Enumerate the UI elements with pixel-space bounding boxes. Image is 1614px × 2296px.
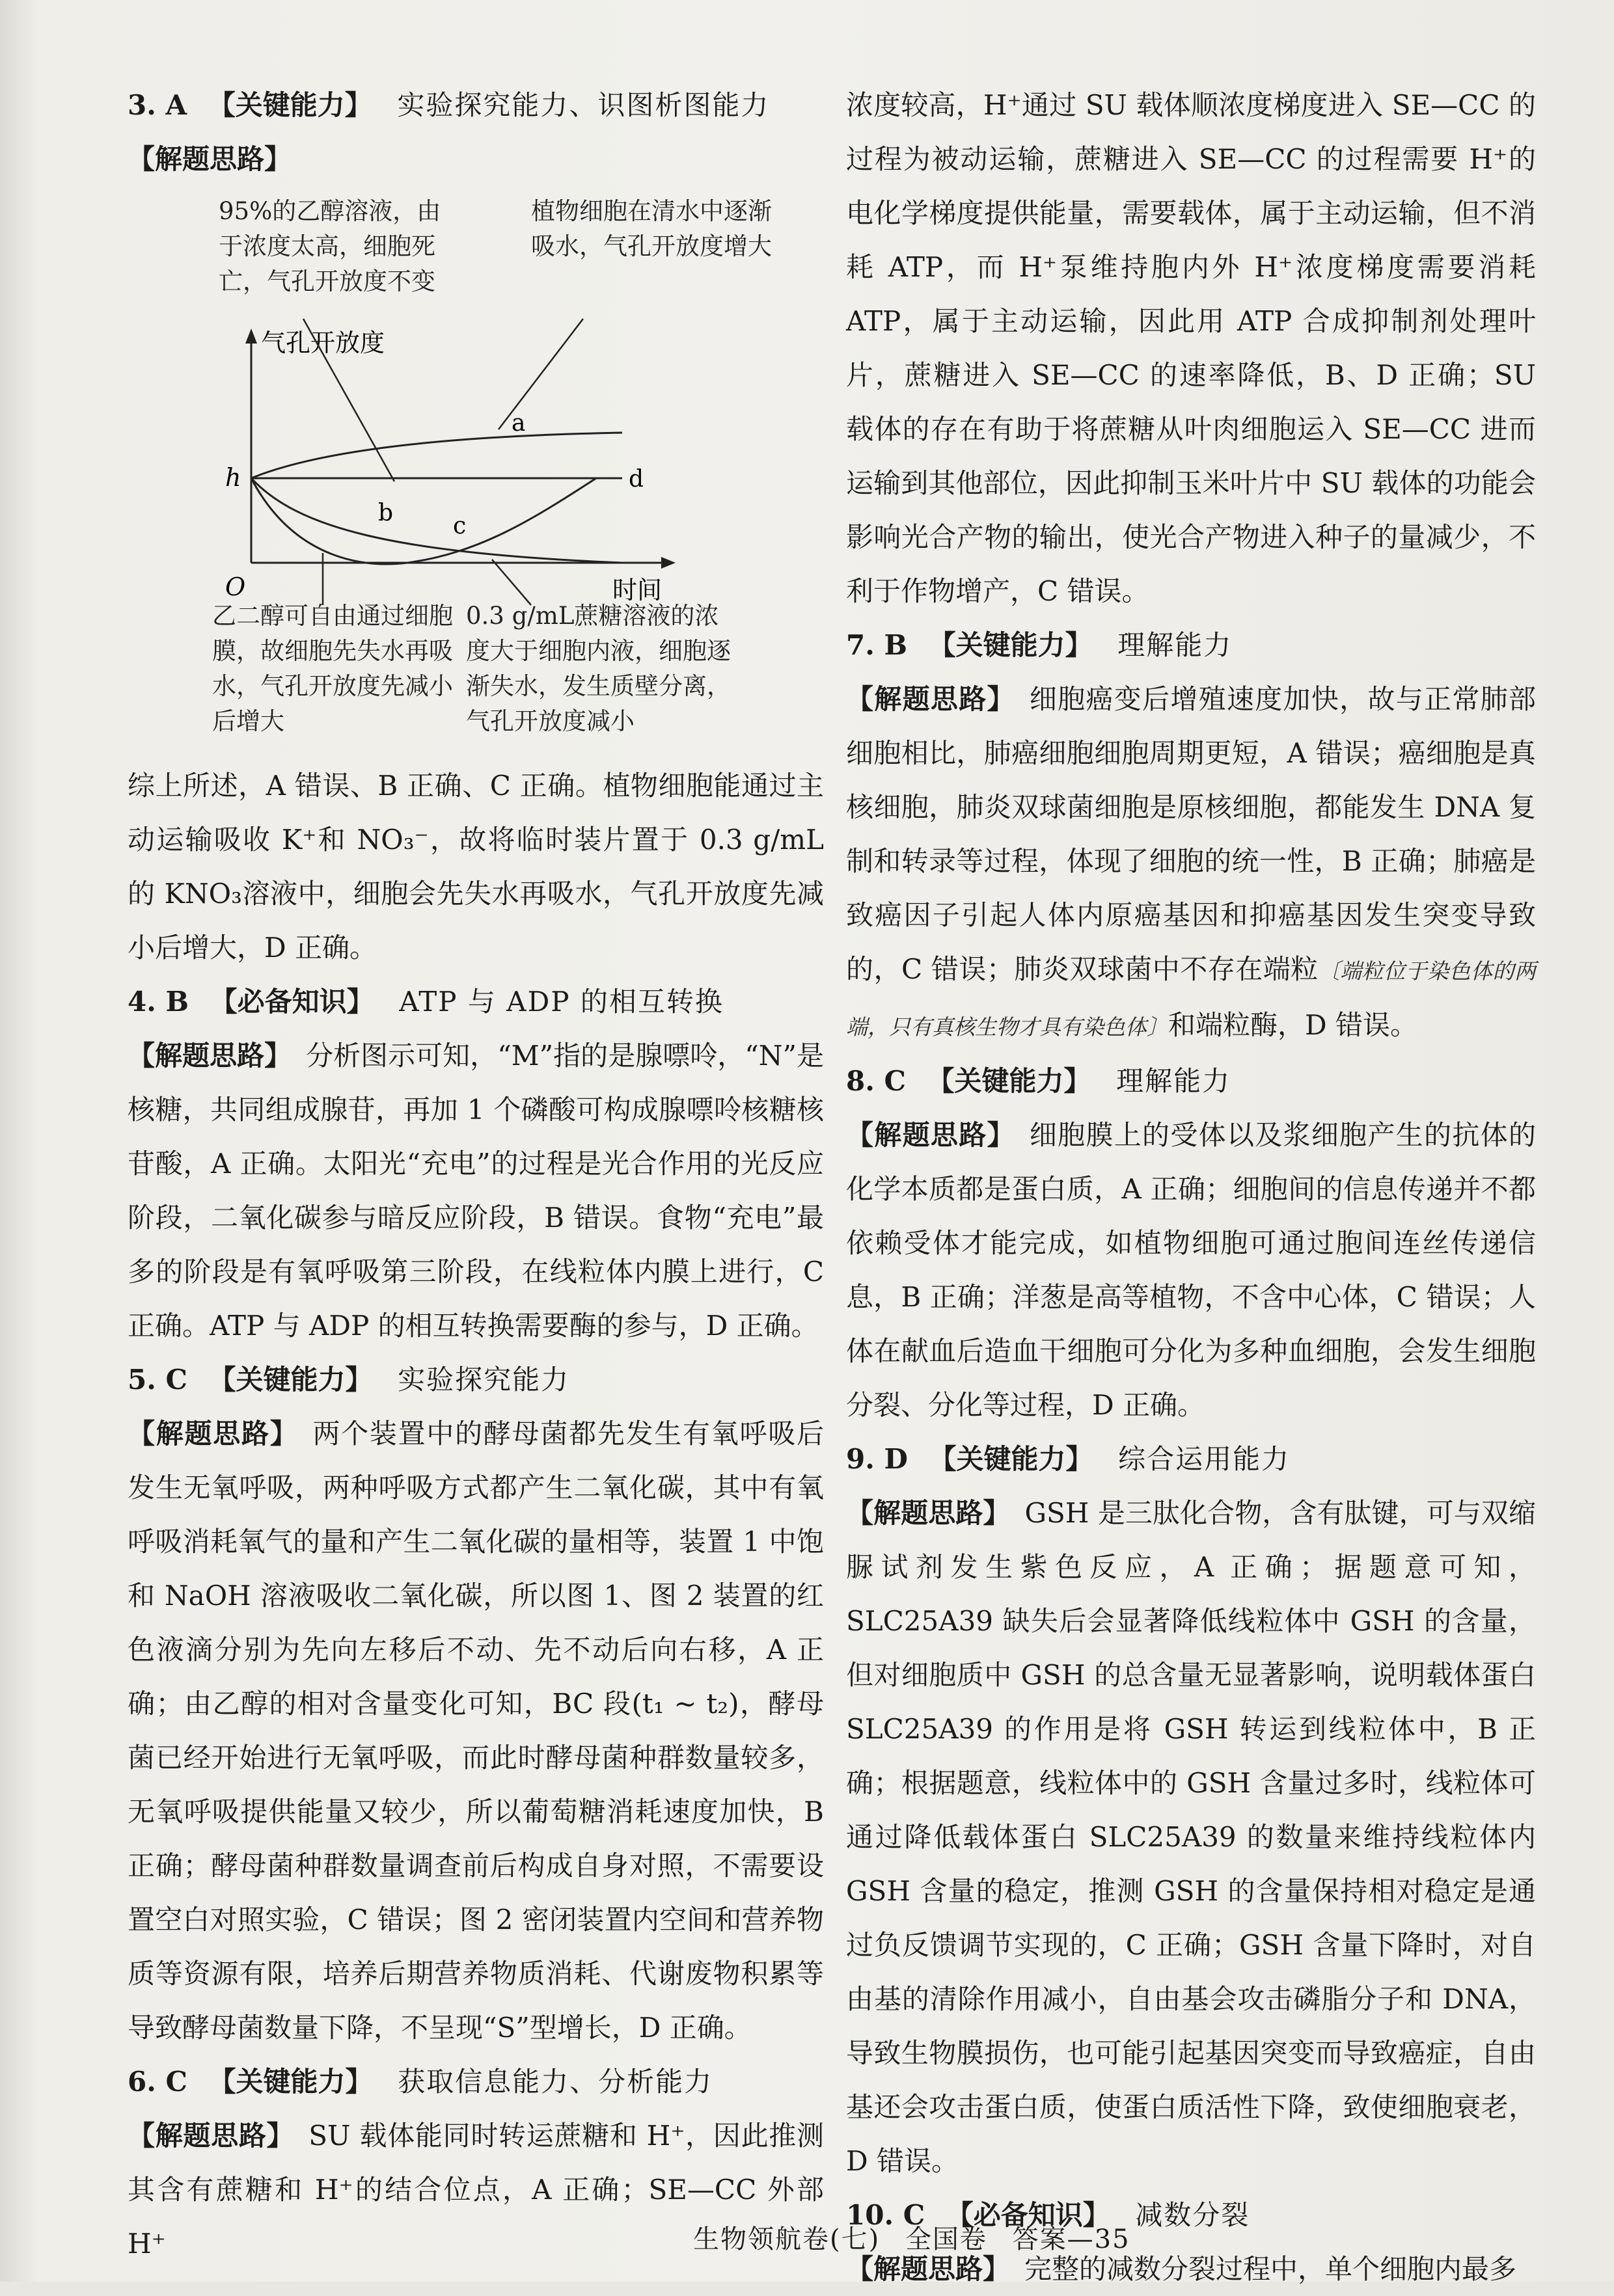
- q5-number: 5. C: [128, 1364, 187, 1396]
- q3-ability: 实验探究能力、识图析图能力: [397, 89, 770, 121]
- q5-paragraph: [128, 1407, 824, 2055]
- q3-label-line: [128, 132, 824, 186]
- footer-scope: 全国卷: [905, 2224, 987, 2254]
- curve-c-label: c: [453, 513, 467, 539]
- curve-a: [251, 433, 622, 478]
- q5-header: [128, 1353, 824, 1407]
- y-axis-arrow: [245, 329, 257, 344]
- q9-tag: 【关键能力】: [929, 1443, 1093, 1475]
- q6-tag: 【关键能力】: [208, 2066, 373, 2098]
- q5-ability: 实验探究能力: [398, 1364, 570, 1396]
- h-label: h: [225, 463, 241, 492]
- q10-tag: 【必备知识】: [946, 2199, 1110, 2231]
- q9-ability: 综合运用能力: [1118, 1443, 1291, 1475]
- q7-tag: 【关键能力】: [928, 629, 1093, 661]
- footer-page: 答案—35: [1012, 2224, 1130, 2254]
- y-axis-label: 气孔开放度: [261, 329, 385, 357]
- q3-label: 【解题思路】: [128, 143, 292, 175]
- q3-number: 3. A: [128, 89, 187, 121]
- q4-paragraph: [128, 1029, 824, 1353]
- q9-header: [846, 1432, 1536, 1486]
- q6-header: [128, 2055, 824, 2109]
- figure-note-glycol: 乙二醇可自由通过细胞膜，故细胞先失水再吸水，气孔开放度先减小后增大: [212, 602, 453, 735]
- q7-body: 细胞癌变后增殖速度加快，故与正常肺部细胞相比，肺癌细胞细胞周期更短，A 错误；癌细胞是真核细胞，肺炎双球菌细胞是原核细胞，都能发生 DNA 复制和转录等过程，体现了细胞的统一性，B 正确；肺癌是致癌因子引起人体内原癌基因和抑癌基因发生突变导致的，C 错误；肺炎双球菌中不存在端粒: [846, 683, 1536, 985]
- q6-number: 6. C: [128, 2066, 187, 2098]
- left-column: [128, 78, 824, 2271]
- q4-label: 【解题思路】: [128, 1040, 292, 1072]
- curve-d-label: d: [629, 466, 644, 493]
- q4-header: [128, 975, 824, 1029]
- q8-header: [846, 1054, 1536, 1108]
- q4-ability: ATP 与 ADP 的相互转换: [399, 986, 724, 1018]
- q8-body: 细胞膜上的受体以及浆细胞产生的抗体的化学本质都是蛋白质，A 正确；细胞间的信息传递并不都依赖受体才能完成，如植物细胞可通过胞间连丝传递信息，B 正确；洋葱是高等植物，不含中心体，C 错误；人体在献血后造血干细胞可分化为多种血细胞，会发生细胞分裂、分化等过程，D 正确。: [846, 1119, 1536, 1421]
- q8-ability: 理解能力: [1116, 1065, 1231, 1097]
- q10-label: 【解题思路】: [846, 2253, 1011, 2285]
- curve-c: [251, 478, 596, 564]
- q4-body: 分析图示可知，“M”指的是腺嘌呤，“N”是核糖，共同组成腺苷，再加 1 个磷酸可构成腺嘌呤核糖核苷酸，A 正确。太阳光“充电”的过程是光合作用的光反应阶段，二氧化碳参与暗反应阶段，B 错误。食物“充电”最多的阶段是有氧呼吸第三阶段，在线粒体内膜上进行，C 正确。ATP 与 ADP 的相互转换需要酶的参与，D 正确。: [128, 1040, 824, 1342]
- figure-note-sucrose: 0.3 g/mL蔗糖溶液的浓度大于细胞内液，细胞逐渐失水，发生质壁分离，气孔开放度减小: [466, 602, 731, 735]
- q7-number: 7. B: [846, 629, 907, 661]
- right-column: [846, 78, 1536, 2296]
- page-footer: [693, 2219, 1146, 2256]
- q6-body-right: 浓度较高，H⁺通过 SU 载体顺浓度梯度进入 SE—CC 的过程为被动运输，蔗糖进入 SE—CC 的过程需要 H⁺的电化学梯度提供能量，需要载体，属于主动运输，但不消耗 ATP，而 H⁺泵维持胞内外 H⁺浓度梯度需要消耗 ATP，属于主动运输，因此用 ATP 合成抑制剂处理叶片，蔗糖进入 SE—CC 的速率降低，B、D 正确；SU 载体的存在有助于将蔗糖从叶肉细胞运入 SE—CC 进而运输到其他部位，因此抑制玉米叶片中 SU 载体的功能会影响光合产物的输出，使光合产物进入种子的量减少，不利于作物增产，C 错误。: [846, 89, 1536, 607]
- q8-tag: 【关键能力】: [927, 1065, 1091, 1097]
- figure-note-ethanol: 95%的乙醇溶液，由于浓度太高，细胞死亡，气孔开放度不变: [219, 197, 441, 295]
- q7-header: [846, 618, 1536, 672]
- q7-paragraph: [846, 672, 1536, 1054]
- q7-label: 【解题思路】: [846, 683, 1015, 715]
- q4-number: 4. B: [128, 986, 189, 1018]
- q9-body: GSH 是三肽化合物，含有肽键，可与双缩脲试剂发生紫色反应，A 正确；据题意可知，SLC25A39 缺失后会显著降低线粒体中 GSH 的含量，但对细胞质中 GSH 的总含量无显著影响，说明载体蛋白 SLC25A39 的作用是将 GSH 转运到线粒体中，B 正确；根据题意，线粒体中的 GSH 含量过多时，线粒体可通过降低载体蛋白 SLC25A39 的数量来维持线粒体内 GSH 含量的稳定，推测 GSH 的含量保持相对稳定是通过负反馈调节实现的，C 正确；GSH 含量下降时，对自由基的清除作用减小，自由基会攻击磷脂分子和 DNA，导致生物膜损伤，也可能引起基因突变而导致癌症，自由基还会攻击蛋白质，使蛋白质活性下降，致使细胞衰老，D 错误。: [846, 1497, 1536, 2177]
- q3-tag: 【关键能力】: [208, 89, 372, 121]
- q7-ability: 理解能力: [1117, 629, 1233, 661]
- q3-body: 综上所述，A 错误、B 正确、C 正确。植物细胞能通过主动运输吸收 K⁺和 NO₃⁻，故将临时装片置于 0.3 g/mL 的 KNO₃溶液中，细胞会先失水再吸水，气孔开放度先减小后增大，D 正确。: [128, 770, 824, 964]
- q8-paragraph: [846, 1108, 1536, 1432]
- q5-body: 两个装置中的酵母菌都先发生有氧呼吸后发生无氧呼吸，两种呼吸方式都产生二氧化碳，其中有氧呼吸消耗氧气的量和产生二氧化碳的量相等，装置 1 中饱和 NaOH 溶液吸收二氧化碳，所以图 1、图 2 装置的红色液滴分别为先向左移后不动、先不动后向右移，A 正确；由乙醇的相对含量变化可知，BC 段(t₁ ~ t₂)，酵母菌已经开始进行无氧呼吸，而此时酵母菌种群数量较多，无氧呼吸提供能量又较少，所以葡萄糖消耗速度加快，B 正确；酵母菌种群数量调查前后构成自身对照，不需要设置空白对照实验，C 错误；图 2 密闭装置内空间和营养物质等资源有限，培养后期营养物质消耗、代谢废物积累等导致酵母菌数量下降，不呈现“S”型增长，D 正确。: [128, 1418, 824, 2044]
- pointer-water: [499, 319, 583, 429]
- q9-paragraph: [846, 1486, 1536, 2188]
- figure-note-water: 植物细胞在清水中逐渐吸水，气孔开放度增大: [531, 197, 772, 260]
- q7-note: 〔端粒位于染色体的两端，只有真核生物才具有染色体〕: [846, 958, 1536, 1040]
- q4-tag: 【必备知识】: [210, 986, 374, 1018]
- q6-label: 【解题思路】: [128, 2120, 295, 2152]
- q7-body-end: 和端粒酶，D 错误。: [1168, 1009, 1418, 1041]
- q3-header: [128, 78, 824, 132]
- x-axis-arrow: [661, 557, 676, 569]
- curve-a-label: a: [512, 410, 526, 437]
- q5-tag: 【关键能力】: [208, 1364, 373, 1396]
- curve-b: [251, 478, 622, 563]
- stomata-figure: [128, 189, 785, 755]
- q10-number: 10. C: [846, 2199, 925, 2231]
- q9-label: 【解题思路】: [846, 1497, 1011, 1529]
- q8-number: 8. C: [846, 1065, 906, 1097]
- x-axis-label: 时间: [612, 576, 663, 604]
- q8-label: 【解题思路】: [846, 1119, 1015, 1151]
- q9-number: 9. D: [846, 1443, 908, 1475]
- curve-b-label: b: [378, 500, 394, 526]
- q5-label: 【解题思路】: [128, 1418, 299, 1450]
- origin-label: O: [225, 573, 246, 601]
- q10-ability: 减数分裂: [1135, 2199, 1250, 2231]
- footer-volume: 生物领航卷(七): [693, 2224, 881, 2254]
- q6-body-left: SU 载体能同时转运蔗糖和 H⁺，因此推测其含有蔗糖和 H⁺的结合位点，A 正确；SE—CC 外部 H⁺: [128, 2120, 824, 2260]
- q10-body: 完整的减数分裂过程中，单个细胞内最多: [1024, 2253, 1517, 2285]
- q6-ability: 获取信息能力、分析能力: [398, 2066, 713, 2098]
